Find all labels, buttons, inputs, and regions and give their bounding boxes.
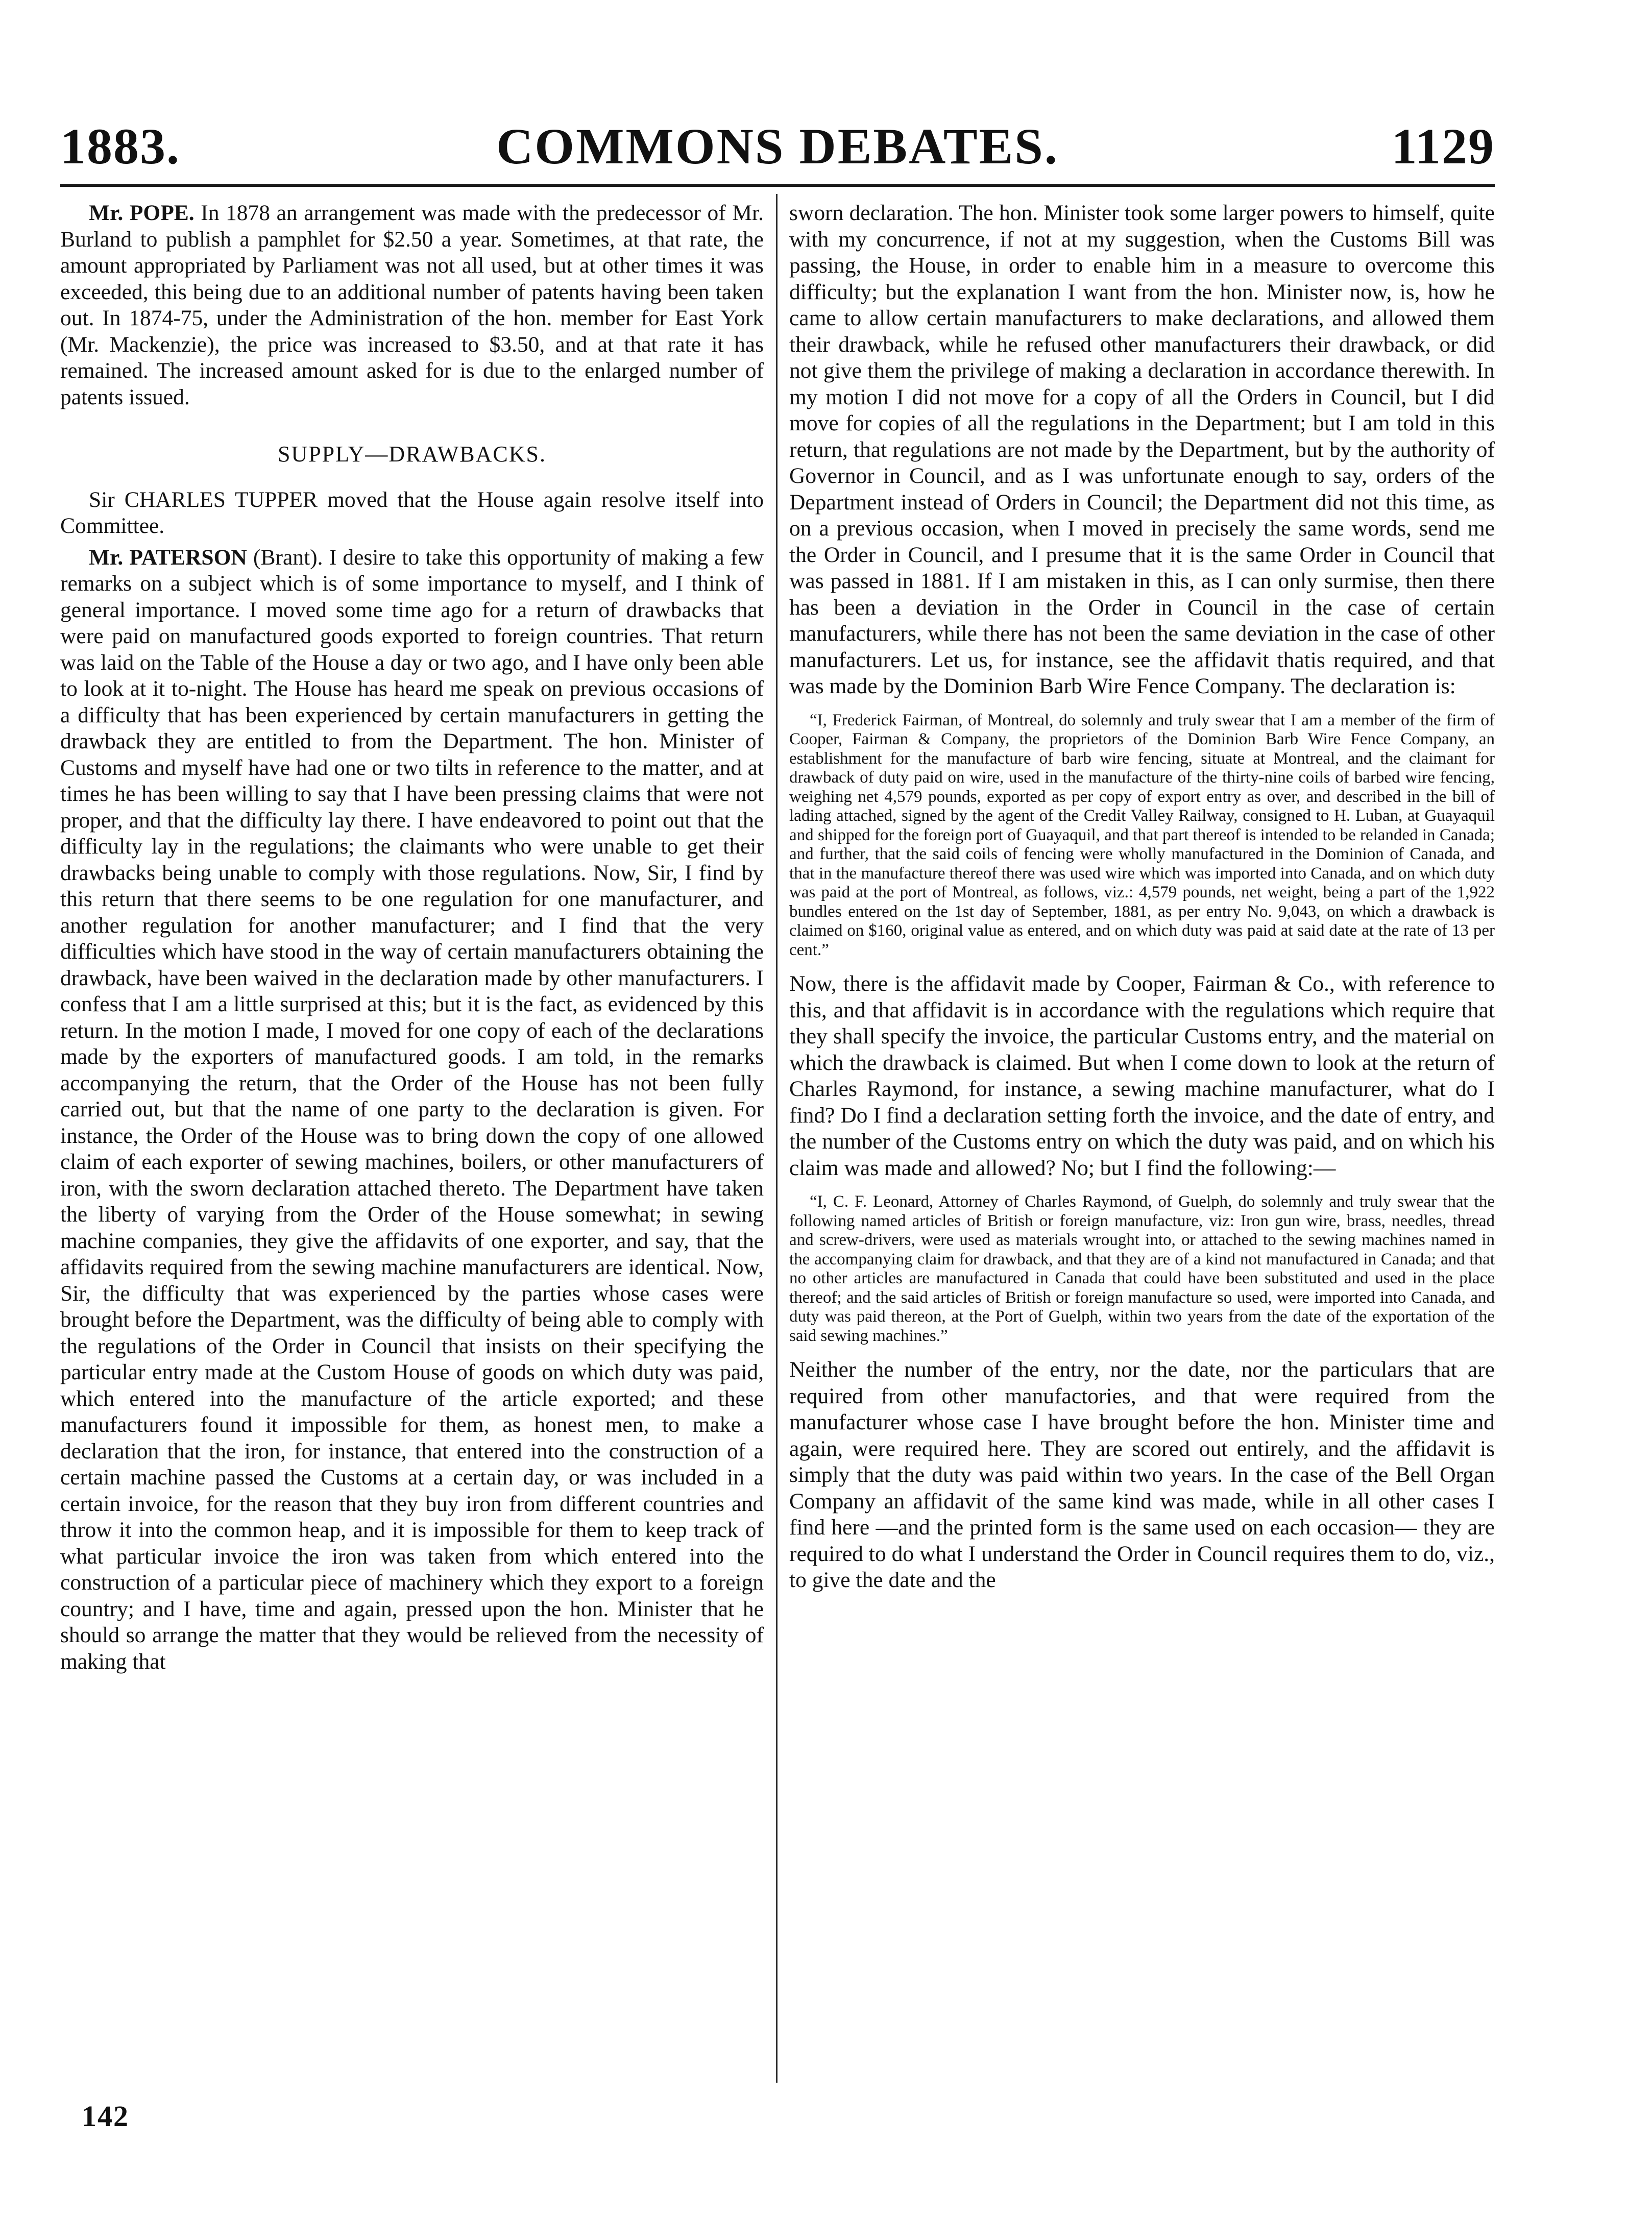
middle-paragraph: Now, there is the affidavit made by Cooper, Fairman & Co., with reference to this, and that affidavit is in accordance with the regulations which require that they shall specify the invoice, the particular Customs entry, and the material on which the drawback is claimed. But when I come down to look at the return of Charles Raymond, for instance, a sewing machine manufacturer, what do I find? Do I find a declaration setting forth the invoice, and the date of entry, and the number of the Customs entry on which the duty was paid, and on which his claim was made and allowed? No; but I find the following:— — [789, 971, 1495, 1180]
column-divider — [776, 194, 778, 2083]
tupper-paragraph — [60, 487, 764, 540]
pope-paragraph — [60, 200, 764, 410]
header-title: COMMONS DEBATES. — [496, 118, 1059, 175]
section-heading: SUPPLY—DRAWBACKS. — [277, 442, 547, 467]
pope-text: In 1878 an arrangement was made with the predecessor of Mr. Burland to publish a pamphlet for $2.50 a year. Sometimes, at that rate, the amount appropriated by Parliament was not all used, but at other times it was exceeded, this being due to an additional number of patents having been taken out. In 1874-75, under the Administration of the hon. member for East York (Mr. Mackenzie), the price was increased to $3.50, and at that rate it has remained. The increased amount asked for is due to the enlarged number of patents issued. — [60, 201, 764, 409]
fairman-declaration-quote: “I, Frederick Fairman, of Montreal, do solemnly and truly swear that I am a member of the firm of Cooper, Fairman & Company, the proprietors of the Dominion Barb Wire Fence Company, an establishment for the manufacture of barb wire fencing, situate at Montreal, and the claimant for drawback of duty paid on wire, used in the manufacture of the thirty-nine coils of barbed wire fencing, weighing net 4,579 pounds, exported as per copy of export entry as over, and described in the bill of lading attached, signed by the agent of the Credit Valley Railway, consigned to H. Luban, at Guayaquil and shipped for the foreign port of Guayaquil, and that part thereof is intended to be relanded in Canada; and further, that the said coils of fencing were wholly manufactured in the Dominion of Canada, and that in the manufacture thereof there was used wire which was imported into Canada, and on which duty was paid at the port of Montreal, as follows, viz.: 4,579 pounds, net weight, being a part of the 1,922 bundles entered on the 1st day of September, 1881, as per entry No. 9,043, on which a drawback is claimed on $160, original value as entered, and on which duty was paid at said date at the rate of 13 per cent.” — [789, 711, 1495, 959]
closing-paragraph: Neither the number of the entry, nor the date, nor the particulars that are required from other manufactories, and that were required from the manufacturer whose case I have brought before the hon. Minister time and again, were required here. They are scored out entirely, and the affidavit is simply that the duty was paid within two years. In the case of the Bell Organ Company an affidavit of the same kind was made, while in all other cases I find here —and the printed form is the same used on each occasion— they are required to do what I understand the Order in Council requires them to do, viz., to give the date and the — [789, 1357, 1495, 1592]
right-column — [789, 200, 1495, 2089]
speaker-tupper: Sir CHARLES TUPPER — [89, 487, 318, 512]
leonard-declaration-quote: “I, C. F. Leonard, Attorney of Charles Raymond, of Guelph, do solemnly and truly swear that the following named articles of British or foreign manufacture, viz: Iron gun wire, brass, needles, thread and screw-drivers, were used as materials wrought into, or attached to the sewing machines named in the accompanying claim for drawback, and that they are of a kind not manufactured in Canada; and that no other articles are manufactured in Canada that could have been substituted and used in the place thereof; and the said articles of British or foreign manufacture so used, were imported into Canada, and duty was paid thereon, at the Port of Guelph, within two years from the date of the exportation of the said sewing machines.” — [789, 1192, 1495, 1345]
paterson-paragraph — [60, 545, 764, 1675]
signature-mark: 142 — [82, 2100, 129, 2133]
paterson-text: (Brant). I desire to take this opportunity of making a few remarks on a subject which is of some importance to myself, and I think of general importance. I moved some time ago for a return of drawbacks that were paid on manufactured goods exported to foreign countries. That return was laid on the Table of the House a day or two ago, and I have only been able to look at it to-night. The House has heard me speak on previous occasions of a difficulty that has been experienced by certain manufacturers in getting the drawback they are entitled to from the Department. The hon. Minister of Customs and myself have had one or two tilts in reference to the matter, and at times he has been willing to say that I have been pressing claims that were not proper, and that the difficulty lay there. I have endeavored to point out that the difficulty lay in the regulations; the claimants who were unable to get their drawbacks being unable to comply with those regulations. Now, Sir, I find by this return that there seems to be one regulation for one manufacturer, and another regulation for another manufacturer; and I find that the very difficulties which have stood in the way of certain manufacturers obtaining the drawback, have been waived in the declaration made by other manufacturers. I confess that I am a little surprised at this; but it is the fact, as evidenced by this return. In the motion I made, I moved for one copy of each of the declarations made by the exporters of manufactured goods. I am told, in the remarks accompanying the return, that the Order of the House has not been fully carried out, but that the name of one party to the declaration is given. For instance, the Order of the House was to bring down the copy of one allowed claim of each exporter of sewing machines, boilers, or other manufacturers of iron, with the sworn declaration attached thereto. The Department have taken the liberty of varying from the Order of the House somewhat; in sewing machine companies, they give the affidavits of one exporter, and say, that the affidavits required from the sewing machine manufacturers are identical. Now, Sir, the difficulty that was experienced by the parties whose cases were brought before the Department, was the difficulty of being able to comply with the regulations of the Order in Council that insists on their specifying the particular entry made at the Custom House of goods on which duty was paid, which entered into the manufacture of the article exported; and these manufacturers found it impossible for them, as honest men, to make a declaration that the iron, for instance, that entered into the construction of a certain machine passed the Customs at a certain day, or was included in a certain invoice, for the reason that they buy iron from different countries and throw it into the common heap, and it is impossible for them to keep track of what particular invoice the iron was taken from which entered into the construction of a particular piece of machinery which they export to a foreign country; and I have, time and again, pressed upon the hon. Minister that he should so arrange the matter that they would be relieved from the necessity of making that — [60, 545, 764, 1674]
left-column — [60, 200, 764, 2089]
header-rule — [60, 184, 1495, 187]
speaker-pope: Mr. POPE. — [89, 201, 195, 225]
tupper-text: moved that the House again resolve itself into Committee. — [60, 487, 764, 538]
header-page-number: 1129 — [1391, 118, 1495, 175]
speaker-paterson: Mr. PATERSON — [89, 545, 247, 570]
page-header — [60, 118, 1495, 180]
continuation-paragraph: sworn declaration. The hon. Minister took some larger powers to himself, quite with my concurrence, if not at my suggestion, when the Customs Bill was passing, the House, in order to enable him in a measure to overcome this difficulty; but the explanation I want from the hon. Minister now, is, how he came to allow certain manufacturers to make declarations, and allowed them their drawback, while he refused other manufacturers their drawback, or did not give them the privilege of making a declaration in accordance therewith. In my motion I did not move for a copy of all the Orders in Council, but I did move for copies of all the regulations in the Department; but I am told in this return, that regulations are not made by the Department, but by the authority of Governor in Council, and as I was unfortunate enough to say, orders of the Department instead of Orders in Council; the Department did not this time, as on a previous occasion, when I moved in precisely the same words, send me the Order in Council, and I presume that it is the same Order in Council that was passed in 1881. If I am mistaken in this, as I can only surmise, then there has been a deviation in the Order in Council in the case of certain manufacturers, while there has not been the same deviation in the case of other manufacturers. Let us, for instance, see the affidavit thatis required, and that was made by the Dominion Barb Wire Fence Company. The declaration is: — [789, 201, 1495, 698]
header-year: 1883. — [60, 118, 180, 175]
